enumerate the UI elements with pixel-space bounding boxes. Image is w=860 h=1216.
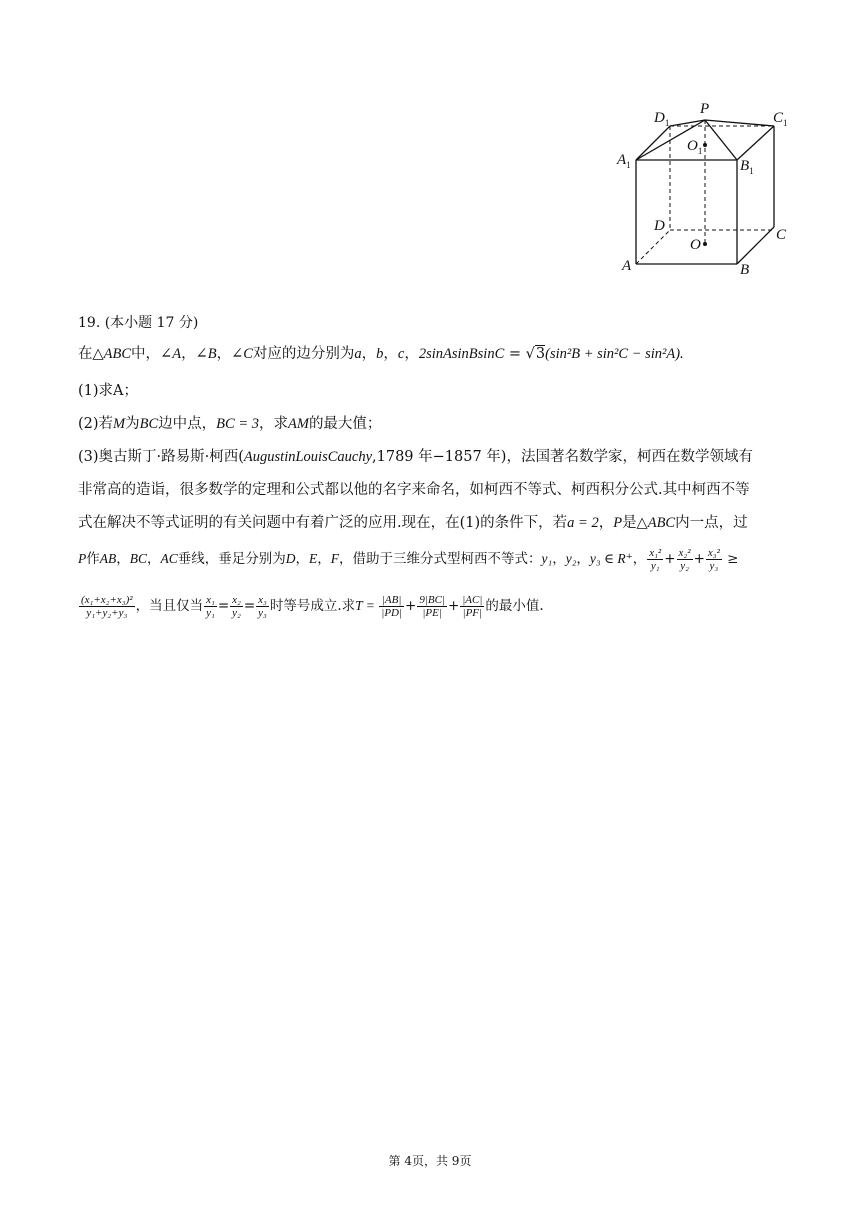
fraction-T-1: $\frac{|AB|}{|PD|}$: [381, 594, 403, 619]
question-stem: 在△ABC中，∠A，∠B，∠C对应的边分别为a，b，c，2sinAsinBsinC = √3(sin²B + sin²C − sin²A).: [78, 346, 684, 362]
label-O: O: [690, 237, 701, 253]
fraction-x3-y3: $\frac{\text{x₃²}}{\text{y₃}}$: [707, 547, 720, 572]
prism-diagram: [612, 98, 812, 280]
part-3-line-3: 式在解决不等式证明的有关问题中有着广泛的应用.现在，在(1)的条件下，若a = 2，P是△ABC内一点，过: [78, 515, 748, 531]
label-A: A: [622, 258, 632, 274]
label-A1: $A_1$: [617, 152, 631, 170]
sqrt-symbol: √: [525, 346, 535, 362]
label-O1: $O_1$: [687, 138, 703, 156]
label-C1: $C_1$: [773, 110, 788, 128]
label-D1: $D_1$: [654, 110, 670, 128]
fraction-x1-y1: $\frac{\text{x₁²}}{\text{y₁}}$: [649, 547, 662, 572]
fraction-eq-3: $\frac{\text{x₃}}{\text{y₃}}$: [258, 594, 267, 619]
part-2: (2)若M为BC边中点，BC = 3，求AM的最大值；: [78, 416, 382, 432]
label-P: P: [700, 101, 710, 117]
label-B1: $B_1$: [740, 158, 754, 176]
part-3-line-4: P作AB，BC，AC垂线，垂足分别为D，E，F，借助于三维分式型柯西不等式：y₁，y₂，y₃ ∈ R⁺， $\frac{\text{x₁²}}{\text{y₁}}$ + $\frac{\text{x₂²}}{\text{y₂}}$ + $\frac{\text{x₃²}}{\text{y₃}}$ ≥: [78, 547, 739, 572]
fraction-eq-1: $\frac{\text{x₁}}{\text{y₁}}$: [206, 594, 215, 619]
geometry-figure: [612, 98, 812, 280]
fraction-eq-2: $\frac{\text{x₂}}{\text{y₂}}$: [232, 594, 241, 619]
label-C: C: [776, 227, 787, 243]
fraction-T-2: $\frac{9|BC|}{|PE|}$: [419, 594, 445, 619]
part-1: (1)求A；: [78, 383, 139, 399]
fraction-x2-y2: $\frac{\text{x₂²}}{\text{y₂}}$: [678, 547, 691, 572]
fraction-cauchy-rhs: $\frac{\text{(x₁+x₂+x₃)²}}{\text{y₁+y₂+y₃}}$: [81, 594, 133, 619]
part-3-line-2: 非常高的造诣，很多数学的定理和公式都以他的名字来命名，如柯西不等式、柯西积分公式.其中柯西不等: [78, 482, 750, 498]
part-3-line-5: $\frac{\text{(x₁+x₂+x₃)²}}{\text{y₁+y₂+y₃}}$ ，当且仅当 $\frac{\text{x₁}}{\text{y₁}}$ = $\frac{\text{x₂}}{\text{y₂}}$ = $\frac{\text{x₃}}{\text{y₃}}$ 时等号成立.求T = $\frac{|AB|}{|PD|}$ + $\frac{9|BC|}{|PE|}$ + $\frac{|AC|}{|PF|}$ 的最小值.: [81, 594, 544, 619]
page-footer: 第 4页，共 9页: [388, 1154, 472, 1168]
label-B: B: [740, 262, 750, 278]
fraction-T-3: $\frac{|AC|}{|PF|}$: [462, 594, 483, 619]
label-D: D: [654, 218, 665, 234]
part-3-line-1: (3)奥古斯丁·路易斯·柯西(AugustinLouisCauchy,1789 年−1857 年)，法国著名数学家，柯西在数学领域有: [78, 449, 753, 465]
question-header: 19. (本小题 17 分): [78, 315, 199, 331]
